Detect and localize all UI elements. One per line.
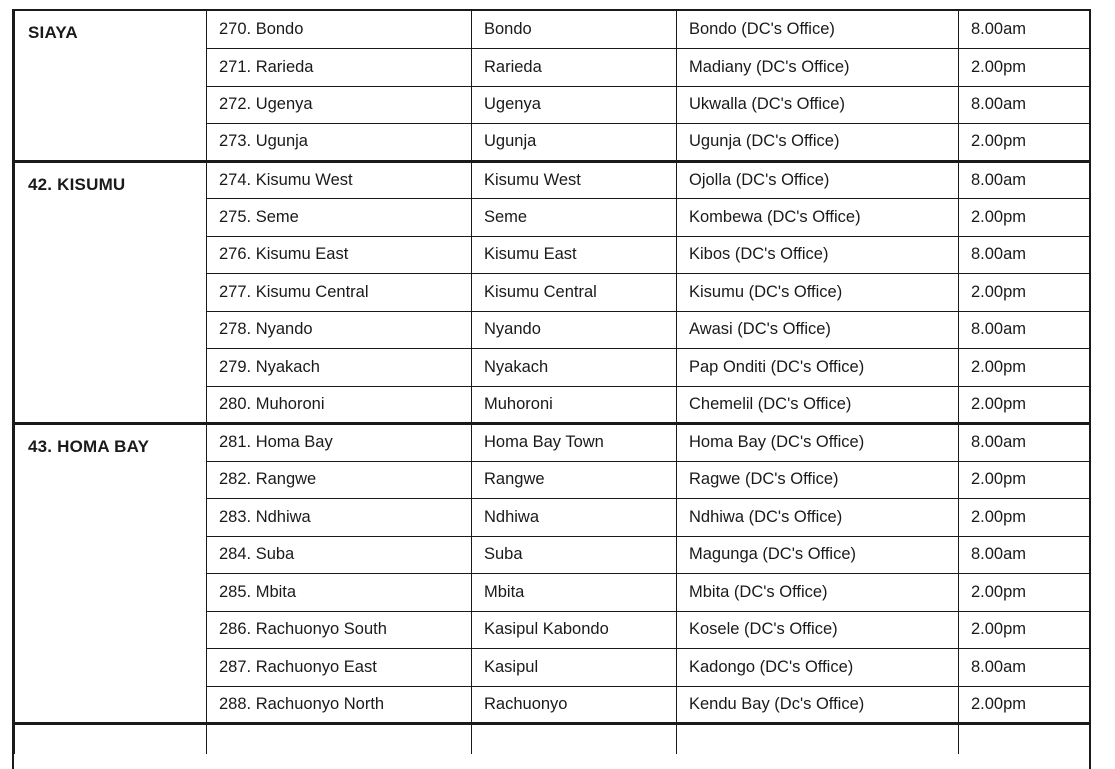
district-cell: Nyakach [472, 349, 677, 387]
venue-cell: Kendu Bay (Dc's Office) [677, 686, 959, 724]
venue-cell: Mbita (DC's Office) [677, 574, 959, 612]
venue-cell: Awasi (DC's Office) [677, 311, 959, 349]
venue-cell: Kadongo (DC's Office) [677, 649, 959, 687]
schedule-table-body [15, 11, 1090, 754]
venue-cell: Bondo (DC's Office) [677, 11, 959, 49]
venue-cell: Ugunja (DC's Office) [677, 124, 959, 162]
district-cell: Rangwe [472, 461, 677, 499]
constituency-cell: 287. Rachuonyo East [207, 649, 472, 687]
constituency-cell: 281. Homa Bay [207, 424, 472, 462]
venue-cell: Ndhiwa (DC's Office) [677, 499, 959, 537]
constituency-cell: 277. Kisumu Central [207, 274, 472, 312]
time-cell: 2.00pm [959, 274, 1090, 312]
district-cell: Kisumu Central [472, 274, 677, 312]
time-cell: 2.00pm [959, 124, 1090, 162]
venue-cell: Kisumu (DC's Office) [677, 274, 959, 312]
venue-cell: Pap Onditi (DC's Office) [677, 349, 959, 387]
constituency-cell: 271. Rarieda [207, 49, 472, 87]
constituency-cell: 283. Ndhiwa [207, 499, 472, 537]
district-cell: Kasipul [472, 649, 677, 687]
table-row [15, 724, 1090, 754]
venue-cell: Kombewa (DC's Office) [677, 199, 959, 237]
district-cell: Ndhiwa [472, 499, 677, 537]
empty-cell [959, 724, 1090, 754]
time-cell: 8.00am [959, 86, 1090, 124]
empty-cell [15, 724, 207, 754]
time-cell: 8.00am [959, 161, 1090, 199]
schedule-page [12, 9, 1091, 769]
constituency-cell: 276. Kisumu East [207, 236, 472, 274]
empty-cell [207, 724, 472, 754]
district-cell: Muhoroni [472, 386, 677, 424]
time-cell: 8.00am [959, 424, 1090, 462]
schedule-table [14, 11, 1090, 754]
county-cell: 43. HOMA BAY [15, 424, 207, 724]
time-cell: 2.00pm [959, 611, 1090, 649]
constituency-cell: 273. Ugunja [207, 124, 472, 162]
table-row [15, 11, 1090, 49]
time-cell: 8.00am [959, 536, 1090, 574]
district-cell: Mbita [472, 574, 677, 612]
table-row [15, 161, 1090, 199]
constituency-cell: 274. Kisumu West [207, 161, 472, 199]
time-cell: 2.00pm [959, 499, 1090, 537]
time-cell: 8.00am [959, 649, 1090, 687]
district-cell: Suba [472, 536, 677, 574]
constituency-cell: 286. Rachuonyo South [207, 611, 472, 649]
district-cell: Ugenya [472, 86, 677, 124]
constituency-cell: 270. Bondo [207, 11, 472, 49]
venue-cell: Magunga (DC's Office) [677, 536, 959, 574]
district-cell: Seme [472, 199, 677, 237]
time-cell: 2.00pm [959, 49, 1090, 87]
time-cell: 2.00pm [959, 386, 1090, 424]
constituency-cell: 278. Nyando [207, 311, 472, 349]
venue-cell: Ragwe (DC's Office) [677, 461, 959, 499]
district-cell: Bondo [472, 11, 677, 49]
venue-cell: Chemelil (DC's Office) [677, 386, 959, 424]
district-cell: Kasipul Kabondo [472, 611, 677, 649]
time-cell: 2.00pm [959, 686, 1090, 724]
time-cell: 8.00am [959, 311, 1090, 349]
district-cell: Kisumu East [472, 236, 677, 274]
venue-cell: Kosele (DC's Office) [677, 611, 959, 649]
constituency-cell: 282. Rangwe [207, 461, 472, 499]
table-row [15, 424, 1090, 462]
constituency-cell: 280. Muhoroni [207, 386, 472, 424]
constituency-cell: 288. Rachuonyo North [207, 686, 472, 724]
venue-cell: Madiany (DC's Office) [677, 49, 959, 87]
time-cell: 2.00pm [959, 574, 1090, 612]
time-cell: 2.00pm [959, 349, 1090, 387]
time-cell: 8.00am [959, 236, 1090, 274]
time-cell: 2.00pm [959, 199, 1090, 237]
empty-cell [472, 724, 677, 754]
venue-cell: Kibos (DC's Office) [677, 236, 959, 274]
constituency-cell: 285. Mbita [207, 574, 472, 612]
venue-cell: Homa Bay (DC's Office) [677, 424, 959, 462]
venue-cell: Ukwalla (DC's Office) [677, 86, 959, 124]
district-cell: Ugunja [472, 124, 677, 162]
county-cell: SIAYA [15, 11, 207, 161]
constituency-cell: 275. Seme [207, 199, 472, 237]
district-cell: Homa Bay Town [472, 424, 677, 462]
district-cell: Kisumu West [472, 161, 677, 199]
empty-cell [677, 724, 959, 754]
district-cell: Rarieda [472, 49, 677, 87]
district-cell: Rachuonyo [472, 686, 677, 724]
district-cell: Nyando [472, 311, 677, 349]
time-cell: 8.00am [959, 11, 1090, 49]
constituency-cell: 284. Suba [207, 536, 472, 574]
constituency-cell: 272. Ugenya [207, 86, 472, 124]
constituency-cell: 279. Nyakach [207, 349, 472, 387]
venue-cell: Ojolla (DC's Office) [677, 161, 959, 199]
time-cell: 2.00pm [959, 461, 1090, 499]
county-cell: 42. KISUMU [15, 161, 207, 424]
